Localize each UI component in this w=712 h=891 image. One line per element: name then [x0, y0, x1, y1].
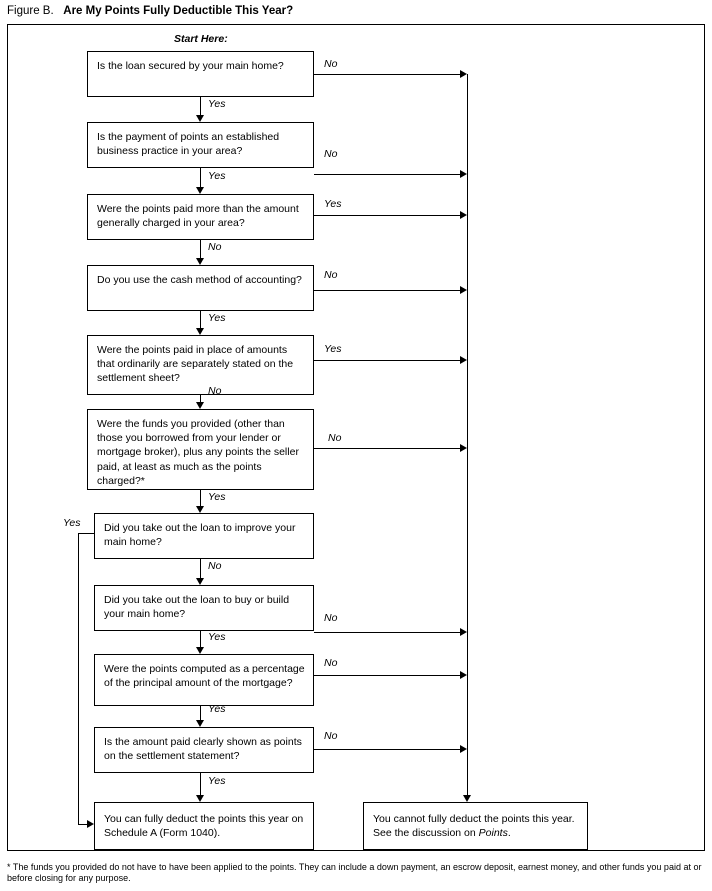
node-q9	[94, 654, 314, 706]
connector-q4-no	[314, 290, 460, 291]
connector-q5-q6	[200, 395, 201, 402]
arrow-q3-q4	[196, 258, 204, 265]
connector-q3-yes	[314, 215, 460, 216]
connector-q1-q2	[200, 97, 201, 115]
arrow-q2-q3	[196, 187, 204, 194]
node-outcome-no	[363, 802, 588, 850]
figure-label: Figure B.	[7, 5, 54, 17]
node-q4-text: Do you use the cash method of accounting?	[97, 274, 302, 286]
arrow-q6-q7	[196, 506, 204, 513]
node-q4	[87, 265, 314, 311]
connector-q4-q5	[200, 311, 201, 328]
connector-q9-q10	[200, 706, 201, 720]
connector-q6-q7	[200, 490, 201, 506]
node-q8-text: Did you take out the loan to buy or build your main home?	[104, 594, 290, 621]
node-q1	[87, 51, 314, 97]
edge-label-q1-yes: Yes	[208, 98, 226, 110]
edge-label-q6-yes: Yes	[208, 491, 226, 503]
node-outcome-no-emphasis: Points	[478, 827, 508, 840]
connector-q9-no	[314, 675, 460, 676]
node-q5	[87, 335, 314, 395]
node-q6	[87, 409, 314, 490]
arrow-q9-q10	[196, 720, 204, 727]
arrow-q8-no	[460, 628, 467, 636]
trunk-right-vertical	[467, 74, 468, 797]
edge-label-q5-no: No	[208, 385, 222, 397]
node-q5-text: Were the points paid in place of amounts that ordinarily are separately stated on the settlement sheet?	[97, 344, 294, 385]
node-q6-text: Were the funds you provided (other than those you borrowed from your lender or mortgage broker), plus any points the seller paid, at least as much as the points charged?*	[97, 418, 299, 487]
connector-q7-yes-vertical	[78, 533, 79, 824]
edge-label-q8-no: No	[324, 612, 338, 624]
connector-q5-yes	[314, 360, 460, 361]
figure-caption	[7, 5, 293, 17]
edge-label-q9-yes: Yes	[208, 703, 226, 715]
arrow-q1-q2	[196, 115, 204, 122]
arrow-q1-no	[460, 70, 467, 78]
edge-label-q3-no: No	[208, 241, 222, 253]
arrow-q4-q5	[196, 328, 204, 335]
edge-label-q6-no: No	[328, 432, 342, 444]
node-q8	[94, 585, 314, 631]
connector-q10-outcome	[200, 773, 201, 795]
arrow-q3-yes	[460, 211, 467, 219]
connector-q3-q4	[200, 240, 201, 258]
node-outcome-yes-text: You can fully deduct the points this year on Schedule A (Form 1040).	[104, 813, 304, 840]
footnote-text: * The funds you provided do not have to have been applied to the points. They can include a down payment, an escrow deposit, earnest money, and other funds you paid at or before closing for any purpose.	[7, 862, 702, 884]
connector-q6-no	[314, 448, 460, 449]
edge-label-q9-no: No	[324, 657, 338, 669]
node-q3	[87, 194, 314, 240]
connector-q8-no	[314, 632, 460, 633]
arrow-q5-q6	[196, 402, 204, 409]
arrow-q6-no	[460, 444, 467, 452]
arrow-q9-no	[460, 671, 467, 679]
node-q7	[94, 513, 314, 559]
edge-label-q7-yes: Yes	[63, 517, 81, 529]
start-here-label: Start Here:	[174, 33, 228, 45]
connector-q10-no	[314, 749, 460, 750]
node-outcome-no-text: You cannot fully deduct the points this year. See the discussion on	[373, 813, 575, 840]
node-q3-text: Were the points paid more than the amount generally charged in your area?	[97, 203, 299, 230]
connector-q2-q3	[200, 168, 201, 187]
node-q2-text: Is the payment of points an established business practice in your area?	[97, 131, 280, 158]
arrow-q2-no	[460, 170, 467, 178]
connector-q2-no	[314, 174, 460, 175]
node-q2	[87, 122, 314, 168]
arrow-trunk-to-no-outcome	[463, 795, 471, 802]
edge-label-q7-no: No	[208, 560, 222, 572]
node-outcome-no-period: .	[507, 827, 511, 840]
node-outcome-yes	[94, 802, 314, 850]
connector-q7-yes-top	[78, 533, 94, 534]
flowchart-frame	[7, 24, 705, 851]
node-q10-text: Is the amount paid clearly shown as points on the settlement statement?	[104, 736, 302, 763]
connector-q1-no	[314, 74, 460, 75]
edge-label-q10-yes: Yes	[208, 775, 226, 787]
node-q10	[94, 727, 314, 773]
connector-q8-q9	[200, 631, 201, 647]
arrow-q7-yes	[87, 820, 94, 828]
arrow-q10-outcome	[196, 795, 204, 802]
edge-label-q3-yes: Yes	[324, 198, 342, 210]
arrow-q4-no	[460, 286, 467, 294]
edge-label-q8-yes: Yes	[208, 631, 226, 643]
arrow-q10-no	[460, 745, 467, 753]
arrow-q8-q9	[196, 647, 204, 654]
arrow-q5-yes	[460, 356, 467, 364]
edge-label-q5-yes: Yes	[324, 343, 342, 355]
node-q1-text: Is the loan secured by your main home?	[97, 60, 284, 72]
edge-label-q2-yes: Yes	[208, 170, 226, 182]
arrow-q7-q8	[196, 578, 204, 585]
figure-title-text: Are My Points Fully Deductible This Year?	[63, 5, 294, 17]
edge-label-q4-yes: Yes	[208, 312, 226, 324]
node-q7-text: Did you take out the loan to improve your main home?	[104, 522, 296, 549]
edge-label-q4-no: No	[324, 269, 338, 281]
edge-label-q2-no: No	[324, 148, 338, 160]
edge-label-q10-no: No	[324, 730, 338, 742]
node-q9-text: Were the points computed as a percentage of the principal amount of the mortgage?	[104, 663, 305, 690]
connector-q7-q8	[200, 559, 201, 578]
edge-label-q1-no: No	[324, 58, 338, 70]
